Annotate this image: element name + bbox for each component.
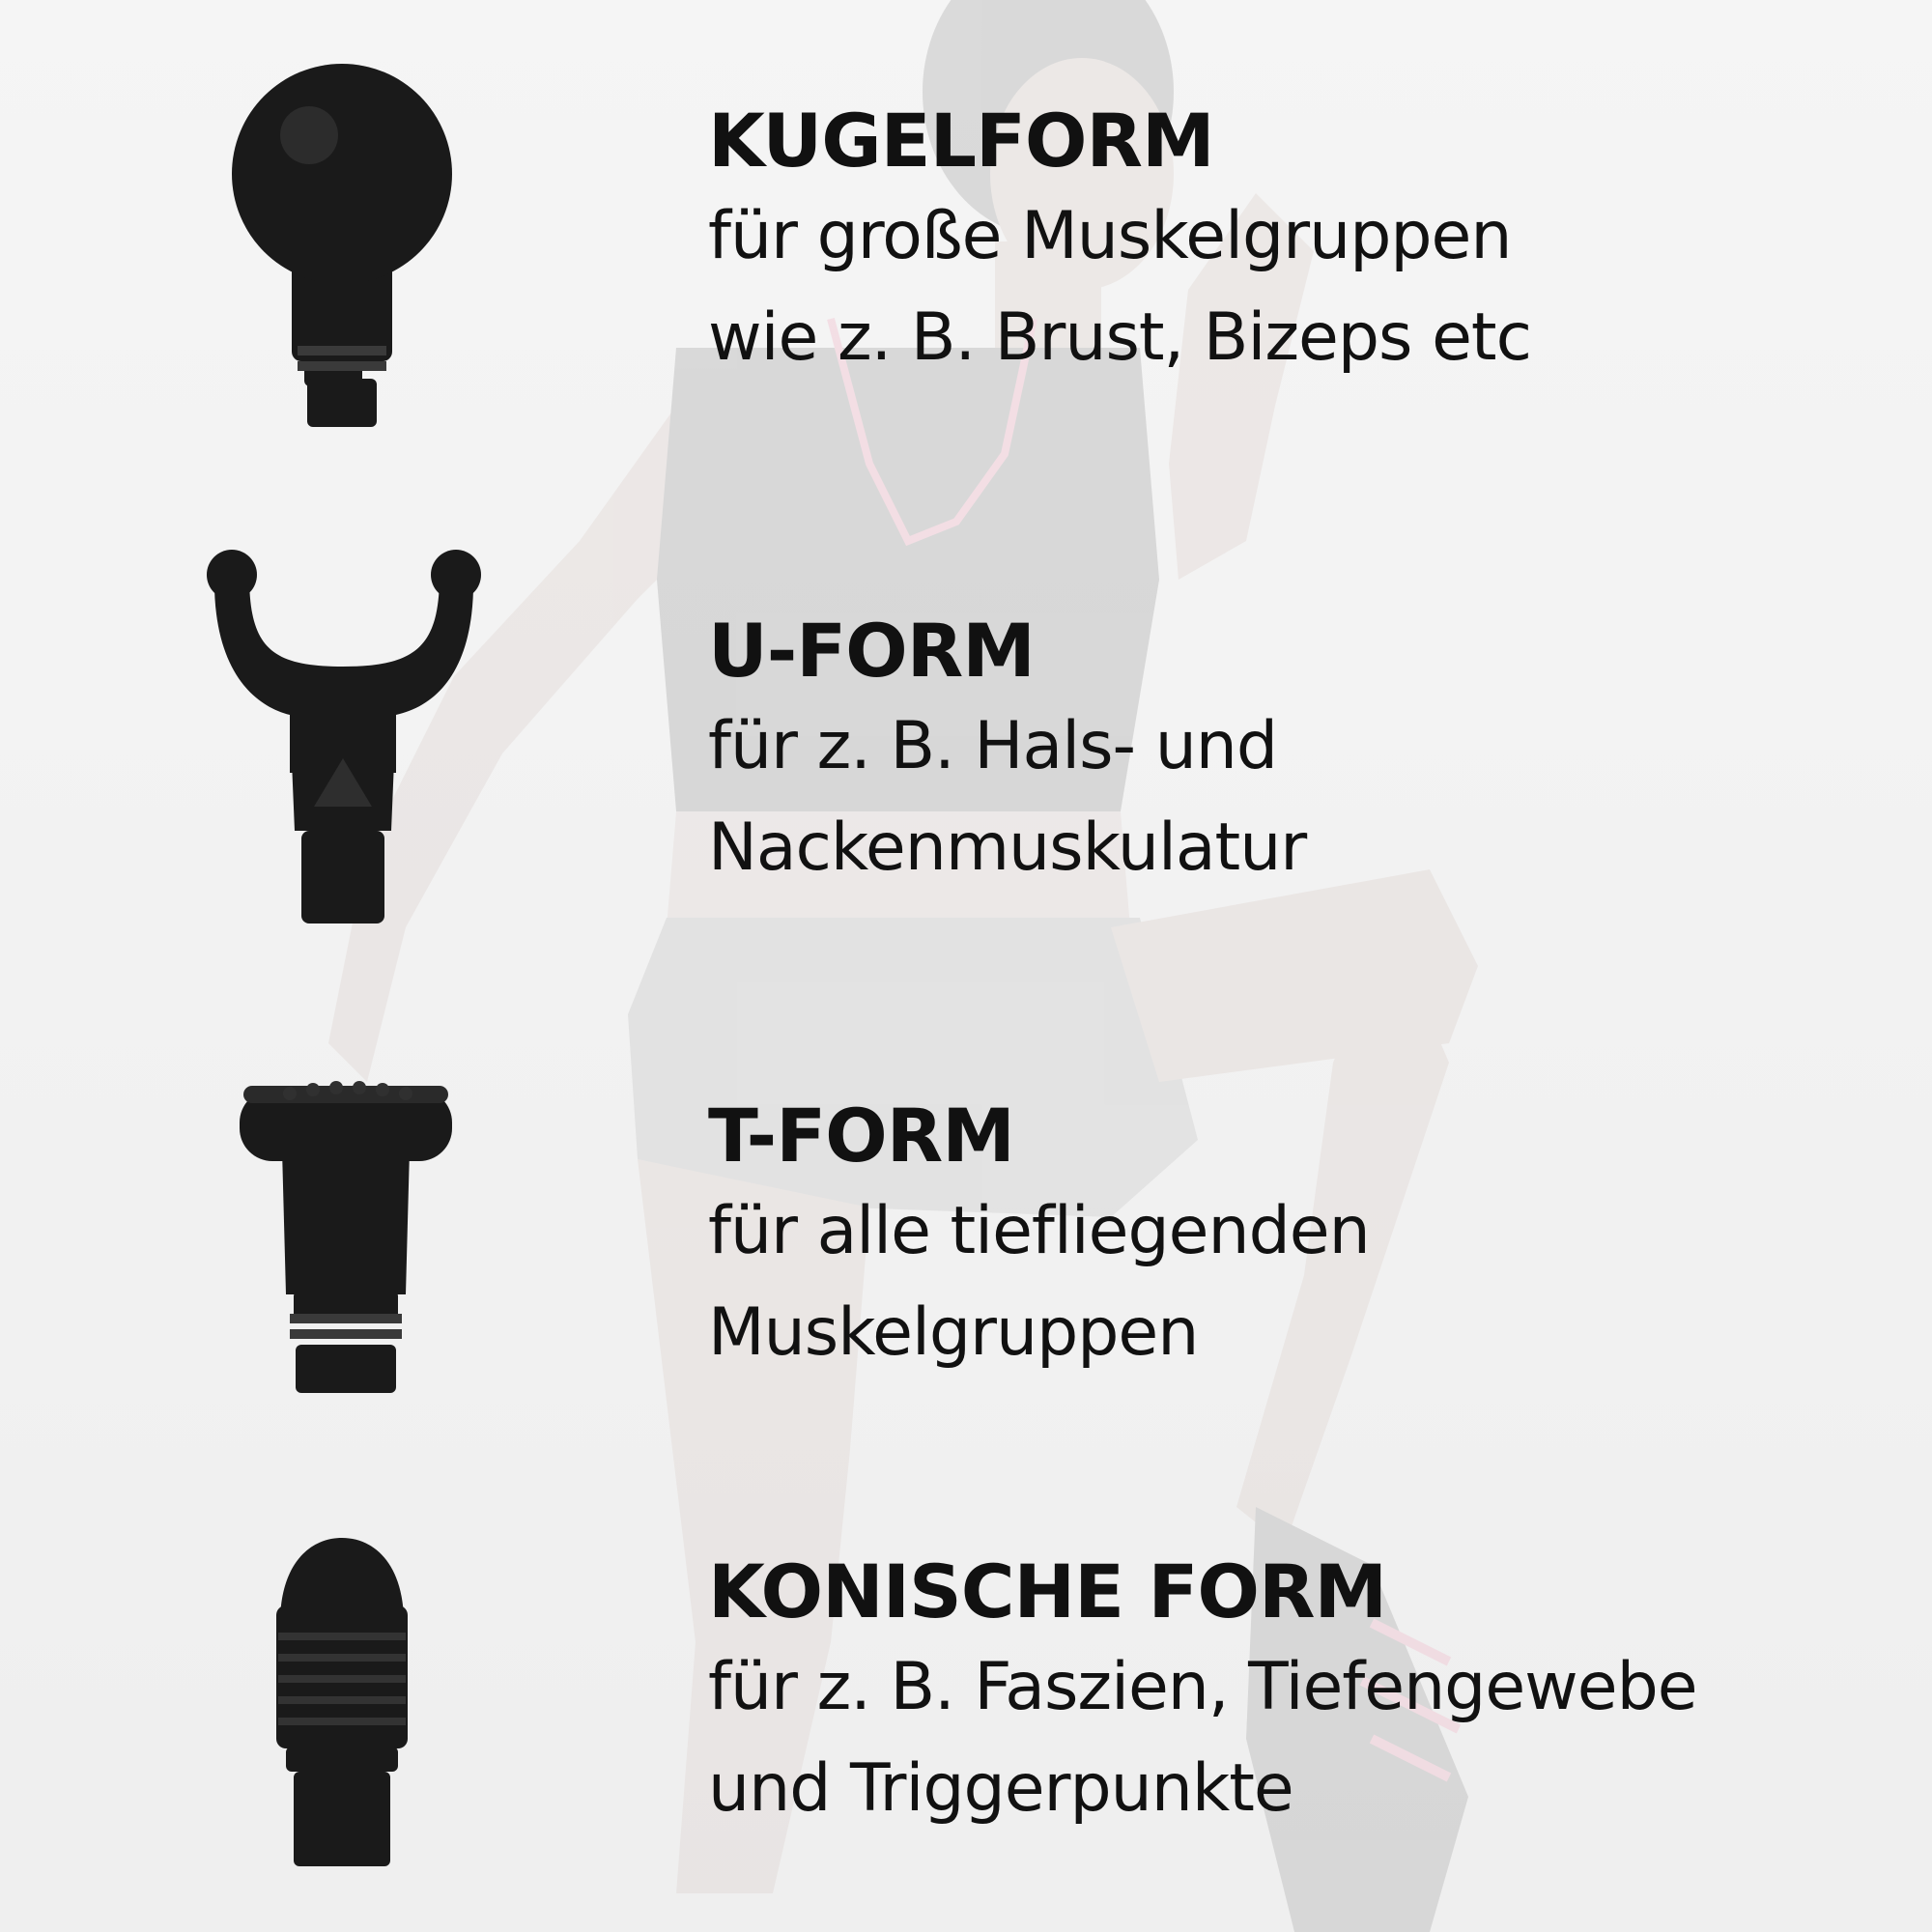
attachment-item-u-form	[708, 607, 1306, 898]
attachment-description-line: Nackenmuskulatur	[708, 810, 1307, 886]
attachment-title: T-FORM	[708, 1093, 1014, 1179]
bullet-head-icon	[276, 1538, 408, 1866]
attachment-description-line: für z. B. Faszien, Tiefengewebe	[708, 1649, 1697, 1725]
ball-head-icon	[232, 64, 452, 427]
attachment-description-line: für z. B. Hals- und	[708, 708, 1278, 784]
attachment-description-line: für große Muskelgruppen	[708, 198, 1512, 274]
flat-head-icon	[240, 1081, 452, 1393]
attachment-title: KUGELFORM	[708, 98, 1214, 184]
attachment-item-kugelform	[708, 97, 1531, 388]
attachment-description-line: wie z. B. Brust, Bizeps etc	[708, 299, 1531, 376]
attachment-description-line: Muskelgruppen	[708, 1294, 1199, 1371]
attachment-title: KONISCHE FORM	[708, 1548, 1387, 1634]
attachment-description-line: und Triggerpunkte	[708, 1750, 1293, 1827]
attachment-item-konische-form	[708, 1548, 1697, 1839]
fork-head-icon	[207, 550, 481, 923]
attachment-item-t-form	[708, 1092, 1370, 1383]
attachment-title: U-FORM	[708, 608, 1035, 694]
attachment-description-line: für alle tiefliegenden	[708, 1193, 1370, 1269]
